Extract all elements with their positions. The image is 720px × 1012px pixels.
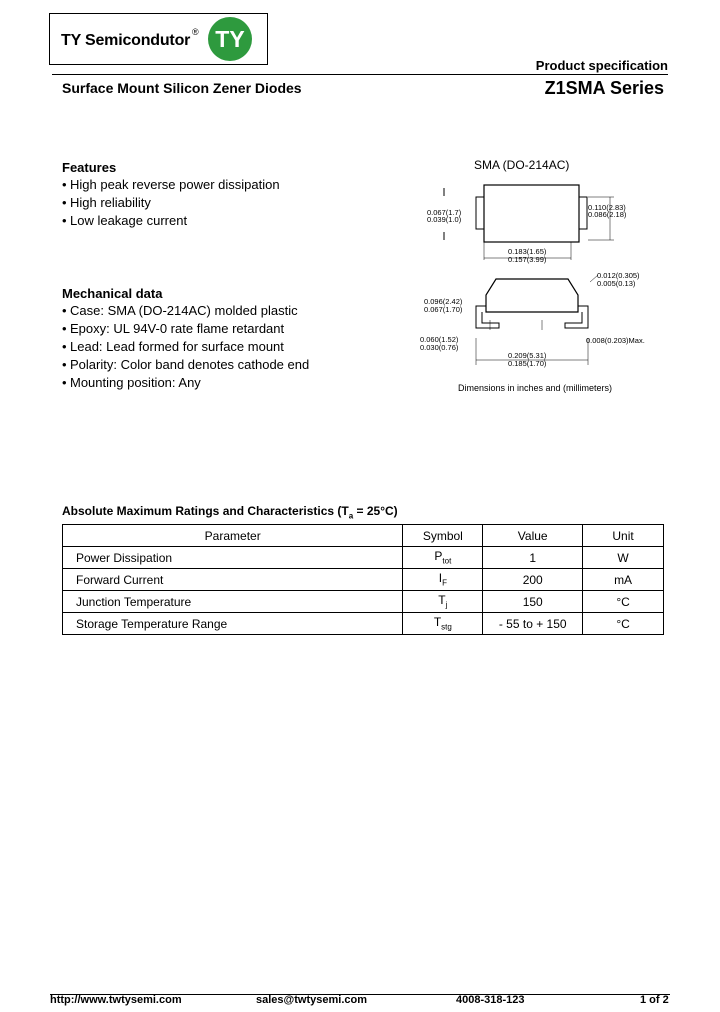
- list-item: • Epoxy: UL 94V-0 rate flame retardant: [62, 320, 309, 338]
- company-name: TY Semicondutor: [61, 32, 191, 49]
- table-cell: [403, 591, 483, 613]
- dim-text: 0.067(1.7): [427, 208, 462, 217]
- column-header: Unit: [583, 525, 664, 547]
- table-cell: 1: [483, 547, 583, 569]
- package-drawing: [400, 170, 700, 380]
- dim-text: 0.060(1.52): [420, 335, 459, 344]
- dim-text: 0.183(1.65): [508, 247, 547, 256]
- ratings-title: [62, 504, 398, 520]
- table-cell: Forward Current: [63, 569, 403, 591]
- dim-text: 0.185(1.70): [508, 359, 547, 368]
- table-row: [63, 591, 664, 613]
- features-list: [62, 176, 280, 230]
- dim-text: 0.096(2.42): [424, 297, 463, 306]
- dim-text: 0.005(0.13): [597, 279, 636, 288]
- column-header: Value: [483, 525, 583, 547]
- dim-text: 0.012(0.305): [597, 271, 640, 280]
- footer-phone: 4008-318-123: [456, 994, 525, 1006]
- body-top-view: [484, 185, 579, 242]
- column-header: Parameter: [63, 525, 403, 547]
- footer-email-link[interactable]: sales@twtysemi.com: [256, 994, 367, 1006]
- table-cell: 200: [483, 569, 583, 591]
- package-label: SMA (DO-214AC): [474, 158, 570, 172]
- list-item: • High reliability: [62, 194, 280, 212]
- body-side-view: [486, 279, 578, 312]
- lead-bend-left: [476, 306, 499, 328]
- symbol-subscript: stg: [441, 622, 452, 632]
- ratings-title-end: = 25°C): [353, 504, 398, 518]
- list-item: • Polarity: Color band denotes cathode end: [62, 356, 309, 374]
- list-item: • Case: SMA (DO-214AC) molded plastic: [62, 302, 309, 320]
- series-name: Z1SMA Series: [544, 78, 664, 98]
- symbol-text: P: [434, 549, 443, 564]
- symbol-text: T: [438, 593, 446, 608]
- document-title: Surface Mount Silicon Zener Diodes: [62, 80, 302, 96]
- ratings-table: [62, 524, 664, 635]
- dim-text: 0.157(3.99): [508, 255, 547, 264]
- list-item: • Lead: Lead formed for surface mount: [62, 338, 309, 356]
- header-rule: [52, 74, 668, 75]
- ratings-title-sub: a: [348, 511, 354, 521]
- table-cell: °C: [583, 591, 664, 613]
- table-header-row: [63, 525, 664, 547]
- dimensions-caption: Dimensions in inches and (millimeters): [458, 383, 613, 393]
- table-cell: [403, 547, 483, 569]
- registered-mark: ®: [192, 27, 199, 37]
- dim-text: 0.039(1.0): [427, 215, 462, 224]
- table-row: [63, 547, 664, 569]
- list-item: • Low leakage current: [62, 212, 280, 230]
- table-row: [63, 613, 664, 635]
- mechanical-heading: Mechanical data: [62, 286, 163, 301]
- footer-website-link[interactable]: http://www.twtysemi.com: [50, 994, 182, 1006]
- list-item: • Mounting position: Any: [62, 374, 309, 392]
- symbol-text: T: [433, 615, 442, 630]
- dim-text: 0.110(2.83): [588, 203, 626, 212]
- symbol-subscript: tot: [442, 556, 452, 566]
- dim-text: 0.086(2.18): [588, 210, 627, 219]
- table-cell: Junction Temperature: [63, 591, 403, 613]
- table-cell: [403, 569, 483, 591]
- dim-text: 0.030(0.76): [420, 343, 459, 352]
- lead-right: [579, 197, 587, 229]
- table-cell: mA: [583, 569, 664, 591]
- mechanical-list: [62, 302, 309, 392]
- table-cell: °C: [583, 613, 664, 635]
- table-row: [63, 569, 664, 591]
- table-cell: Storage Temperature Range: [63, 613, 403, 635]
- symbol-text: I: [438, 571, 443, 586]
- list-item: • High peak reverse power dissipation: [62, 176, 280, 194]
- ratings-title-main: Absolute Maximum Ratings and Characteristics (T: [62, 504, 349, 518]
- symbol-subscript: j: [445, 600, 448, 610]
- page-number: 1 of 2: [640, 994, 669, 1006]
- spec-label: Product specification: [535, 58, 668, 73]
- table-cell: Power Dissipation: [63, 547, 403, 569]
- column-header: Symbol: [403, 525, 483, 547]
- lead-left: [476, 197, 484, 229]
- symbol-subscript: F: [442, 578, 447, 588]
- table-cell: - 55 to + 150: [483, 613, 583, 635]
- table-cell: W: [583, 547, 664, 569]
- lead-bend-right: [565, 306, 588, 328]
- table-cell: 150: [483, 591, 583, 613]
- dim-text: 0.209(5.31): [508, 351, 547, 360]
- ty-logo-icon: TY: [208, 17, 252, 61]
- features-heading: Features: [62, 160, 117, 175]
- dim-text: 0.067(1.70): [424, 305, 463, 314]
- dim-text: 0.008(0.203)Max.: [586, 336, 645, 345]
- table-cell: [403, 613, 483, 635]
